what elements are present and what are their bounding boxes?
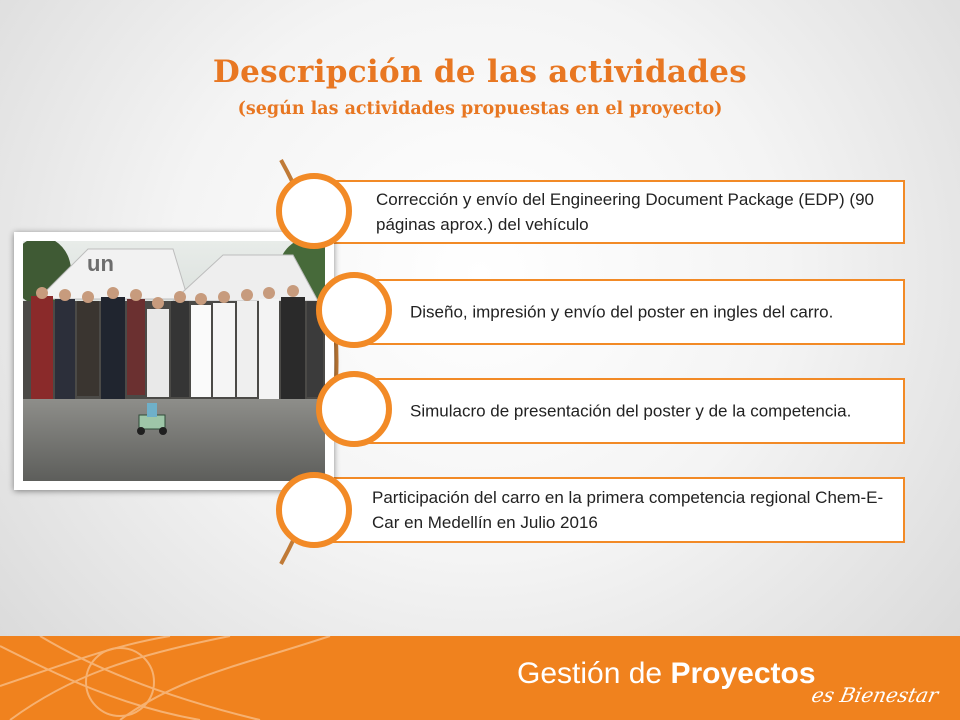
tent-logo: un — [87, 251, 114, 276]
activity-text-1: Corrección y envío del Engineering Document Package (EDP) (90 páginas aprox.) del vehículo — [376, 190, 874, 234]
page-subtitle: (según las actividades propuestas en el proyecto) — [237, 99, 723, 119]
brand-logo-text — [517, 657, 816, 691]
timeline-marker-2 — [316, 272, 392, 348]
brand-tagline: es Bienestar — [809, 683, 941, 707]
activity-item-4 — [320, 477, 905, 543]
brand-bold: Proyectos — [670, 657, 816, 690]
footer-bar — [0, 636, 960, 720]
activity-item-1 — [320, 180, 905, 244]
timeline-marker-3 — [316, 371, 392, 447]
activity-item-3 — [360, 378, 905, 444]
footer-decorative-lines — [0, 636, 960, 720]
timeline-marker-1 — [276, 173, 352, 249]
activity-item-2 — [360, 279, 905, 345]
page-title: Descripción de las actividades — [212, 54, 748, 90]
event-photo — [23, 241, 325, 481]
activity-text-3: Simulacro de presentación del poster y de la competencia. — [410, 401, 852, 421]
activity-text-4: Participación del carro en la primera competencia regional Chem-E-Car en Medellín en Julio 2016 — [372, 488, 884, 532]
timeline-marker-4 — [276, 472, 352, 548]
photo-frame — [14, 232, 334, 490]
activity-text-2: Diseño, impresión y envío del poster en ingles del carro. — [410, 302, 834, 322]
brand-regular: Gestión de — [517, 657, 663, 690]
